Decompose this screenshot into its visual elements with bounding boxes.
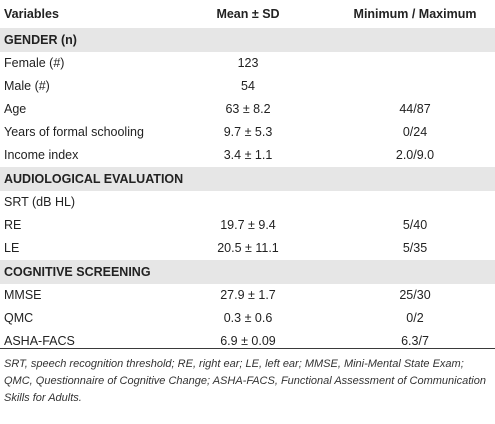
row-minmax: 44/87 — [399, 102, 431, 116]
table-row — [0, 214, 495, 237]
row-label: MMSE — [4, 288, 42, 302]
table-row — [0, 98, 495, 121]
row-mean: 54 — [241, 79, 255, 93]
row-label: Age — [4, 102, 27, 116]
row-label: SRT (dB HL) — [4, 195, 76, 209]
section-audiological — [0, 167, 495, 191]
row-label: LE — [4, 241, 20, 255]
header-mean-sd: Mean ± SD — [216, 7, 280, 21]
row-mean: 20.5 ± 11.1 — [217, 241, 279, 255]
section-title: AUDIOLOGICAL EVALUATION — [4, 172, 184, 186]
row-label: QMC — [4, 311, 34, 325]
row-mean: 19.7 ± 9.4 — [220, 218, 276, 232]
row-mean: 63 ± 8.2 — [225, 102, 271, 116]
header-variables: Variables — [4, 7, 59, 21]
section-title: COGNITIVE SCREENING — [4, 265, 151, 279]
section-title: GENDER (n) — [4, 33, 77, 47]
row-minmax: 25/30 — [399, 288, 431, 302]
table-row — [0, 284, 495, 307]
header-min-max: Minimum / Maximum — [353, 7, 477, 21]
table-row — [0, 330, 495, 353]
row-minmax: 0/2 — [406, 311, 424, 325]
row-minmax: 0/24 — [402, 125, 428, 139]
table-bottom-rule — [0, 348, 495, 349]
table-row — [0, 75, 495, 98]
row-label: Income index — [4, 148, 79, 162]
table-row — [0, 191, 495, 214]
row-label: Male (#) — [4, 79, 50, 93]
section-gender — [0, 28, 495, 52]
row-mean: 6.9 ± 0.09 — [220, 334, 276, 348]
row-mean: 123 — [237, 56, 259, 70]
table-row — [0, 121, 495, 144]
row-mean: 9.7 ± 5.3 — [223, 125, 273, 139]
row-mean: 3.4 ± 1.1 — [223, 148, 273, 162]
row-minmax: 6.3/7 — [401, 334, 429, 348]
table-row — [0, 144, 495, 167]
row-label: Years of formal schooling — [4, 125, 144, 139]
table-footnote: SRT, speech recognition threshold; RE, right ear; LE, left ear; MMSE, Mini-Mental State Exam; QMC, Questionnaire of Cognitive Change; ASHA-FACS, Functional Assessment of Communication Skills for Adults. — [4, 358, 486, 404]
row-label: ASHA-FACS — [4, 334, 75, 348]
row-mean: 27.9 ± 1.7 — [220, 288, 276, 302]
table-row — [0, 307, 495, 330]
table-row — [0, 52, 495, 75]
row-minmax: 5/40 — [402, 218, 428, 232]
row-label: RE — [4, 218, 22, 232]
row-mean: 0.3 ± 0.6 — [223, 311, 273, 325]
table-row — [0, 237, 495, 260]
row-minmax: 5/35 — [402, 241, 428, 255]
table-header — [0, 0, 495, 28]
row-minmax: 2.0/9.0 — [395, 148, 435, 162]
row-label: Female (#) — [4, 56, 65, 70]
section-cognitive — [0, 260, 495, 284]
